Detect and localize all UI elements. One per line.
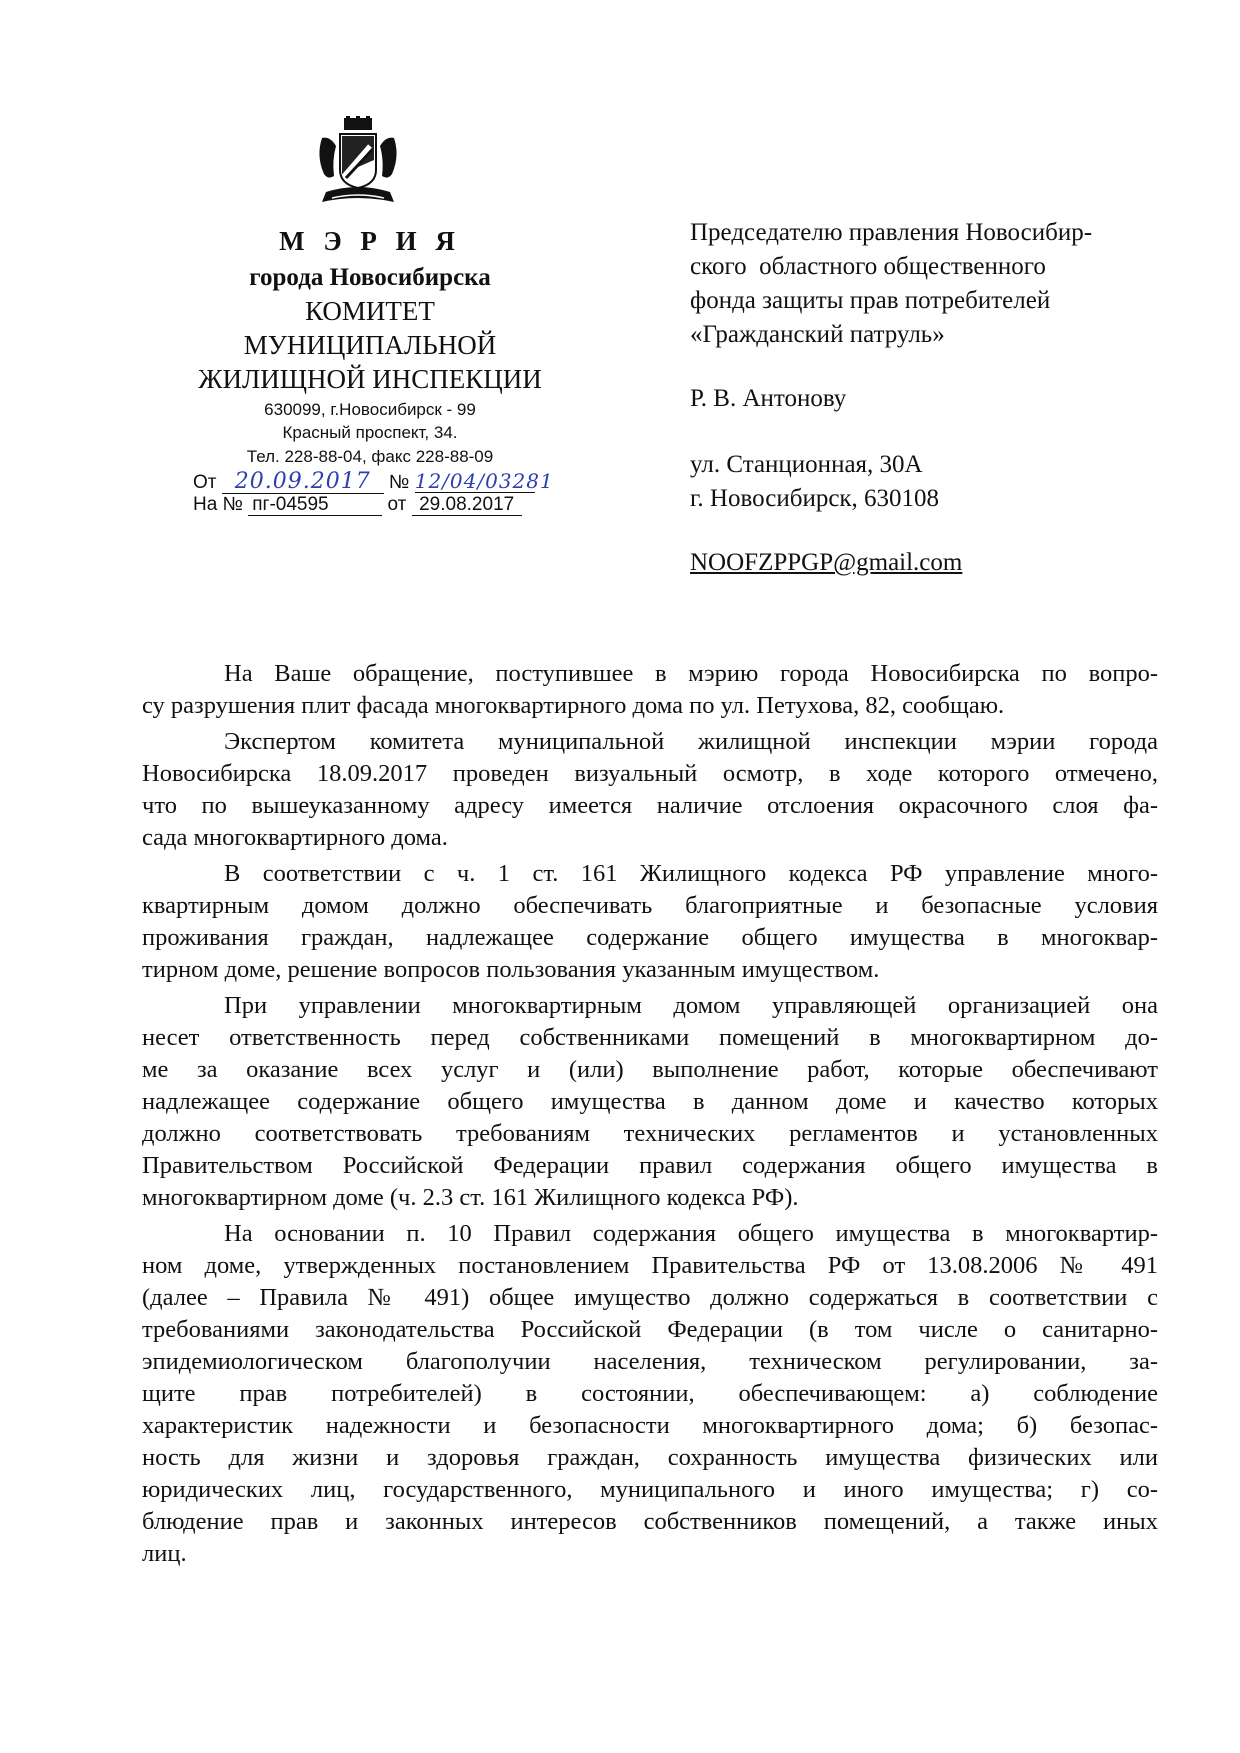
registration-outgoing	[193, 469, 554, 494]
org-address-line2: Красный проспект, 34.	[282, 423, 458, 442]
letter-body	[142, 658, 1158, 1570]
reply-label: На №	[193, 494, 243, 515]
paragraph-line: несет ответственность перед собственниками помещений в многоквартирном до-	[142, 1024, 1158, 1051]
paragraph	[142, 658, 1158, 722]
org-city: города Новосибирска	[249, 264, 491, 291]
paragraph-line: ность для жизни и здоровья граждан, сохранность имущества физических или	[142, 1444, 1158, 1471]
addressee-line: ского областного общественного	[690, 253, 1046, 280]
paragraph-line: надлежащее содержание общего имущества в данном доме и качество которых	[142, 1088, 1158, 1115]
reply-number: пг-04595	[248, 495, 382, 516]
outgoing-date: 20.09.2017	[222, 470, 384, 494]
paragraph-line: блюдение прав и законных интересов собственников помещений, а также иных	[142, 1508, 1158, 1535]
addressee-line: Председателю правления Новосибир-	[690, 219, 1093, 246]
org-address-line1: 630099, г.Новосибирск - 99	[264, 400, 476, 419]
addressee-line: «Гражданский патруль»	[690, 321, 945, 348]
number-label: №	[389, 472, 410, 493]
reply-date-label: от	[387, 494, 407, 515]
committee-name-line2: МУНИЦИПАЛЬНОЙ	[243, 330, 497, 360]
reply-date: 29.08.2017	[412, 495, 522, 516]
paragraph	[142, 858, 1158, 986]
paragraph-line: требованиями законодательства Российской Федерации (в том числе о санитарно-	[142, 1316, 1158, 1343]
paragraph-line: должно соответствовать требованиям технических регламентов и установленных	[142, 1120, 1158, 1147]
paragraph-line: Экспертом комитета муниципальной жилищной инспекции мэрии города	[224, 728, 1158, 755]
addressee-name: Р. В. Антонову	[690, 385, 847, 412]
paragraph-line: лиц.	[142, 1540, 187, 1567]
paragraph-line: При управлении многоквартирным домом управляющей организацией она	[224, 992, 1158, 1019]
from-label: От	[193, 472, 217, 493]
coat-of-arms-icon	[314, 116, 402, 216]
paragraph-line: су разрушения плит фасада многоквартирного дома по ул. Петухова, 82, сообщаю.	[142, 692, 1005, 719]
paragraph-line: многоквартирном доме (ч. 2.3 ст. 161 Жилищного кодекса РФ).	[142, 1184, 799, 1211]
paragraph-line: сада многоквартирного дома.	[142, 824, 448, 851]
paragraph-line: эпидемиологическом благополучии населения, техническом регулировании, за-	[142, 1348, 1158, 1375]
paragraph-line: (далее – Правила № 491) общее имущество должно содержаться в соответствии с	[142, 1284, 1158, 1311]
paragraph-line: характеристик надежности и безопасности многоквартирного дома; б) безопас-	[142, 1412, 1158, 1439]
registration-reply	[193, 494, 522, 516]
paragraph-line: что по вышеуказанному адресу имеется наличие отслоения окрасочного слоя фа-	[142, 792, 1158, 819]
org-phone: Тел. 228-88-04, факс 228-88-09	[246, 447, 494, 466]
paragraph-line: тирном доме, решение вопросов пользования указанным имуществом.	[142, 956, 880, 983]
paragraph-line: На Ваше обращение, поступившее в мэрию города Новосибирска по вопро-	[224, 660, 1158, 687]
paragraph	[142, 1218, 1158, 1570]
paragraph-line: ном доме, утвержденных постановлением Правительства РФ от 13.08.2006 № 491	[142, 1252, 1158, 1279]
paragraph	[142, 990, 1158, 1214]
paragraph-line: Правительством Российской Федерации правил содержания общего имущества в	[142, 1152, 1158, 1179]
paragraph-line: В соответствии с ч. 1 ст. 161 Жилищного кодекса РФ управление много-	[224, 860, 1158, 887]
committee-name-line3: ЖИЛИЩНОЙ ИНСПЕКЦИИ	[198, 364, 542, 394]
paragraph-line: квартирным домом должно обеспечивать благоприятные и безопасные условия	[142, 892, 1158, 919]
committee-name: КОМИТЕТ	[305, 296, 435, 326]
paragraph	[142, 726, 1158, 854]
paragraph-line: щите прав потребителей) в состоянии, обеспечивающем: а) соблюдение	[142, 1380, 1158, 1407]
addressee-street: ул. Станционная, 30А	[690, 451, 923, 478]
addressee-city: г. Новосибирск, 630108	[690, 485, 940, 512]
paragraph-line: Новосибирска 18.09.2017 проведен визуальный осмотр, в ходе которого отмечено,	[142, 760, 1158, 787]
org-title: М Э Р И Я	[279, 226, 461, 256]
paragraph-line: проживания граждан, надлежащее содержание общего имущества в многоквар-	[142, 924, 1158, 951]
paragraph-line: ме за оказание всех услуг и (или) выполнение работ, которые обеспечивают	[142, 1056, 1158, 1083]
outgoing-number: 12/04/03281	[414, 469, 554, 493]
addressee-email-link[interactable]: NOOFZPPGP@gmail.com	[690, 549, 963, 576]
addressee-line: фонда защиты прав потребителей	[690, 287, 1051, 314]
paragraph-line: юридических лиц, государственного, муниципального и иного имущества; г) со-	[142, 1476, 1158, 1503]
paragraph-line: На основании п. 10 Правил содержания общего имущества в многоквартир-	[224, 1220, 1158, 1247]
